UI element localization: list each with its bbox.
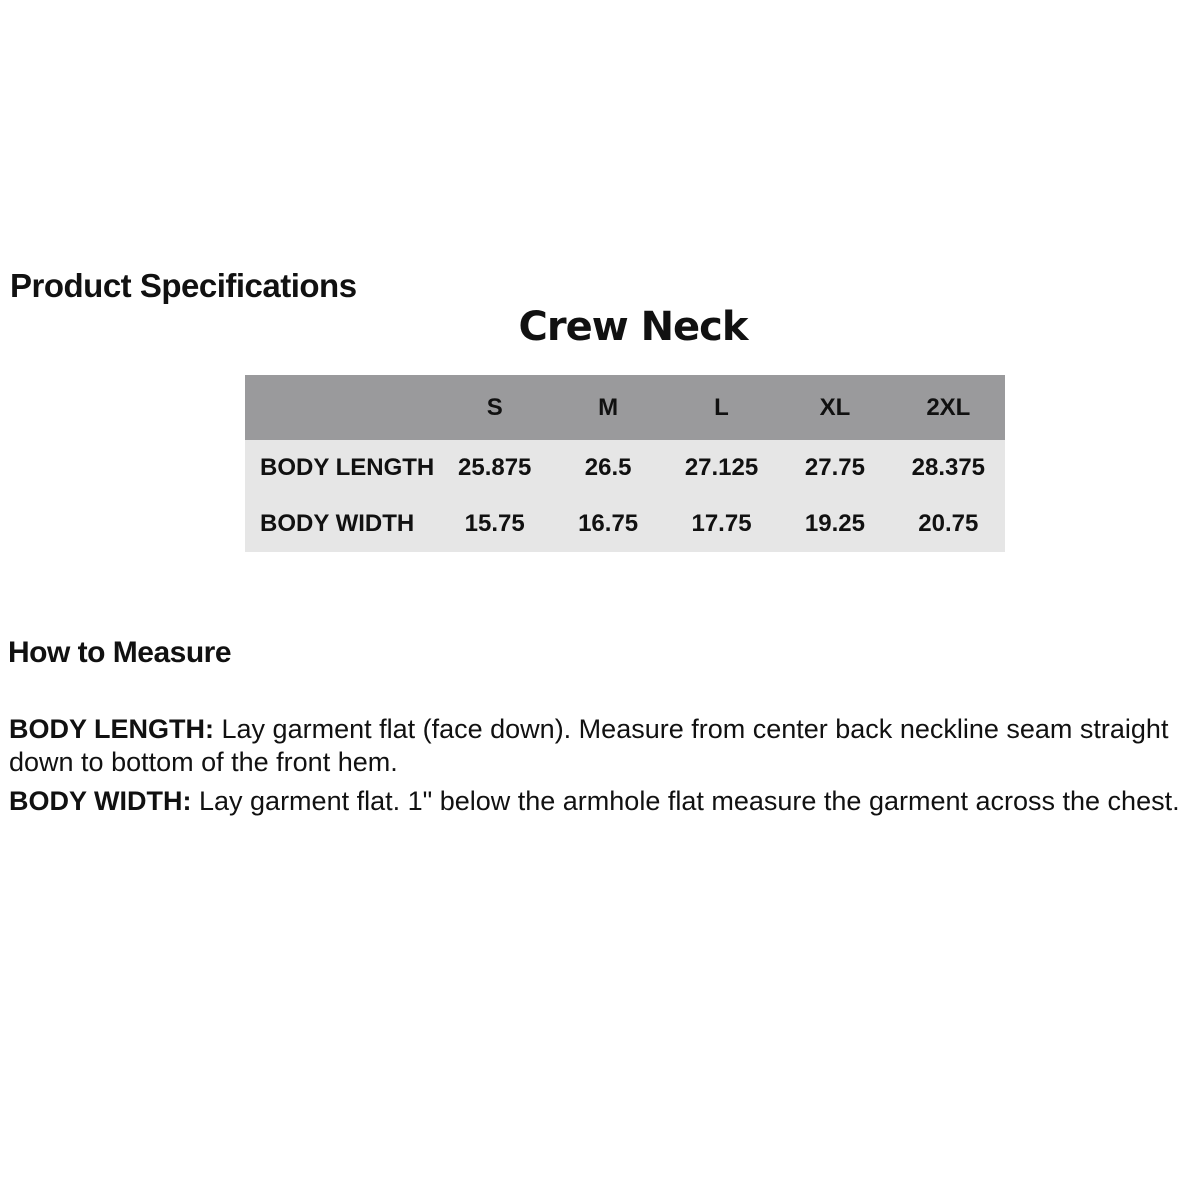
table-row-body-width	[245, 496, 1005, 552]
product-specifications-title: Product Specifications	[10, 267, 357, 304]
row-label: BODY WIDTH	[260, 510, 415, 537]
measure-instructions	[9, 713, 1194, 818]
size-chart-body	[245, 440, 1005, 552]
size-chart-table	[245, 375, 1005, 552]
size-value-cell: 27.125	[684, 454, 759, 481]
size-value-cell: 16.75	[578, 510, 639, 537]
instruction-body-length	[9, 713, 1194, 779]
size-value-cell: 27.75	[804, 454, 865, 481]
size-value-cell: 26.5	[584, 454, 632, 481]
size-column-header-2xl: 2XL	[926, 393, 971, 421]
instruction-body-width	[9, 785, 1194, 818]
how-to-measure-title: How to Measure	[8, 636, 232, 669]
table-row-body-length	[245, 440, 1005, 496]
size-value-cell: 25.875	[458, 454, 532, 481]
instruction-term: BODY LENGTH:	[9, 714, 215, 744]
size-value-cell: 28.375	[911, 454, 986, 481]
size-column-header-m: M	[598, 393, 619, 421]
size-value-cell: 15.75	[464, 510, 525, 537]
instruction-text: Lay garment flat. 1" below the armhole flat measure the garment across the chest.	[191, 786, 1180, 816]
size-chart-header-row	[245, 375, 1005, 440]
size-value-cell: 19.25	[804, 510, 865, 537]
size-column-header-s: S	[486, 393, 503, 421]
instruction-term: BODY WIDTH:	[9, 786, 192, 816]
instruction-text: Lay garment flat (face down). Measure from center back neckline seam straight down to bottom of the front hem.	[9, 714, 1169, 777]
size-value-cell: 17.75	[691, 510, 752, 537]
size-column-header-xl: XL	[819, 393, 851, 421]
size-value-cell: 20.75	[918, 510, 979, 537]
size-column-header-l: L	[714, 393, 729, 421]
product-name-title: Crew Neck	[518, 304, 748, 350]
row-label: BODY LENGTH	[260, 454, 435, 481]
